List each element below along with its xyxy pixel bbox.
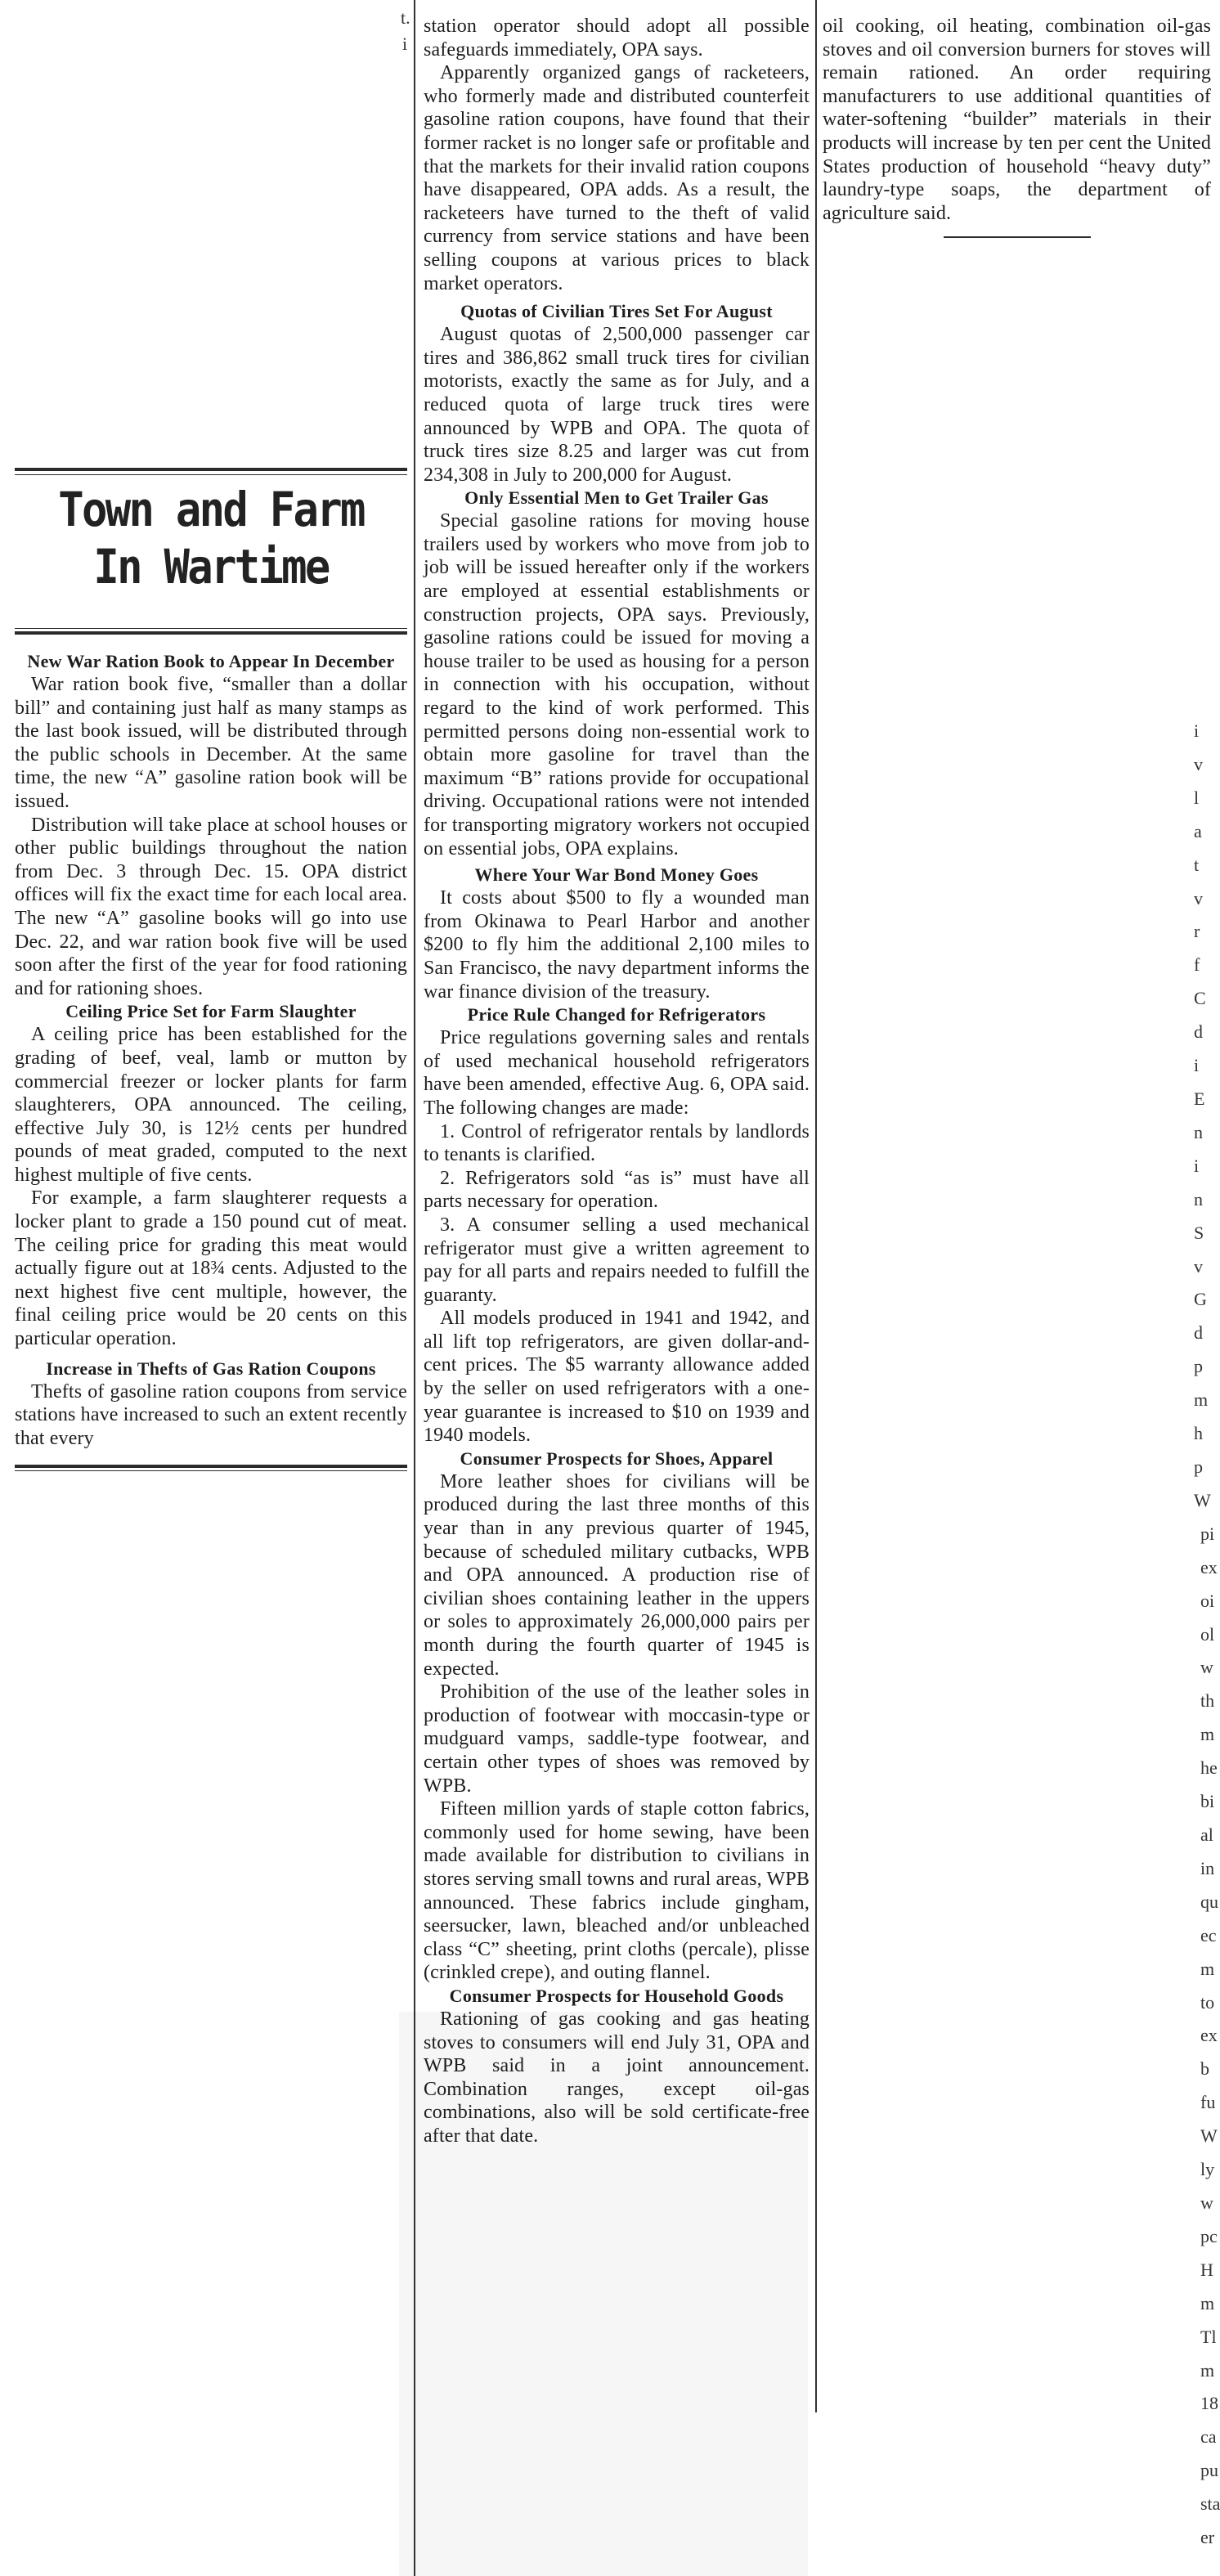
margin-fragment: i [1194,1055,1200,1075]
margin-fragment: ex [1200,1557,1218,1577]
margin-fragment: p [1194,1356,1203,1376]
margin-fragment: m [1200,1724,1215,1744]
margin-fragment: W [1194,1490,1211,1510]
margin-fragment: sta [1200,2493,1220,2514]
margin-fragment: al [1200,1824,1213,1845]
margin-fragment: er [1200,2527,1215,2547]
margin-fragment: t [1194,855,1200,875]
margin-fragment: n [1194,1189,1203,1209]
article-paragraph: 3. A consumer selling a used mechanical refrigerator must give a written agreement to pay for all parts and repairs needed to fulfill the guaranty. [424,1214,810,1306]
margin-fragment: t. [401,7,410,28]
article-paragraph: Apparently organized gangs of racketeers, who formerly made and distributed counterfeit gasoline ration coupons, have found that their former racket is no longer safe or profitable and that the markets for their invalid ration coupons have disappeared, OPA adds. As a result, the racketeers have turned to the theft of valid currency from service stations and have been selling coupons at various prices to black market operators. [424,62,810,294]
article-paragraph: 2. Refrigerators sold “as is” must have all parts necessary for operation. [424,1167,810,1213]
masthead-line-2: In Wartime [93,539,329,595]
article-paragraph: More leather shoes for civilians will be produced during the last three months of this year than in any previous quarter of 1945, because of scheduled military cutbacks, WPB and OPA announced. A production rise of civilian shoes containing leather in the uppers or soles to approximately 26,000,000 pairs per month during the fourth quarter of 1945 is expected. [424,1470,810,1680]
margin-fragment: ol [1200,1624,1215,1645]
column-rule-right [815,0,817,2412]
margin-fragment: ca [1200,2426,1217,2447]
masthead-rule-bottom [15,628,407,629]
margin-fragment: G [1194,1289,1207,1309]
masthead-rule-top [15,468,407,471]
margin-fragment: d [1194,1021,1203,1042]
margin-fragment: to [1200,1992,1215,2013]
margin-fragment: w [1200,2192,1213,2213]
masthead-rule-top-thin [15,474,407,475]
masthead [15,481,407,595]
article-heading: Increase in Thefts of Gas Ration Coupons [46,1358,376,1379]
article-heading: Consumer Prospects for Household Goods [449,1985,784,2006]
article-paragraph: 1. Control of refrigerator rentals by landlords to tenants is clarified. [424,1120,810,1166]
article-paragraph: Prohibition of the use of the leather soles in production of footwear with moccasin-type or mudguard vamps, saddle-type footwear, and certain other types of shoes was removed by WPB. [424,1681,810,1797]
margin-fragment: S [1194,1223,1204,1243]
article-paragraph: Fifteen million yards of staple cotton fabrics, commonly used for home sewing, have been made available for distribution to civilians in stores serving small towns and rural areas, WPB announced. These fabrics include gingham, seersucker, lawn, bleached and/or unbleached class “C” sheeting, print cloths (percale), plisse (crinkled crepe), and outing flannel. [424,1798,810,1984]
margin-fragment: m [1200,2293,1215,2313]
margin-fragment: h [1194,1423,1203,1443]
margin-fragment: ec [1200,1925,1217,1945]
article-heading: Quotas of Civilian Tires Set For August [460,301,773,322]
margin-fragment: pu [1200,2460,1218,2480]
article-heading: Ceiling Price Set for Farm Slaughter [65,1001,357,1022]
article-paragraph: August quotas of 2,500,000 passenger car tires and 386,862 small truck tires for civilian motorists, exactly the same as for July, and a reduced quota of large truck tires were announced by WPB and OPA. The quota of truck tires size 8.25 and larger was cut from 234,308 in July to 200,000 for August. [424,324,810,486]
article-paragraph: Thefts of gasoline ration coupons from service stations have increased to such an extent recently that every [15,1380,407,1449]
article-paragraph: oil cooking, oil heating, combination oil-gas stoves and oil conversion burners for stoves will remain rationed. An order requiring manufacturers to use additional quantities of water-softening “builder” materials in their products will increase by ten per cent the United States production of household “heavy duty” laundry-type soaps, the department of agriculture said. [823,16,1211,224]
margin-fragment: m [1200,2360,1215,2381]
margin-fragment: m [1200,1959,1215,1979]
margin-fragment: n [1194,1122,1203,1142]
margin-fragment: v [1194,1256,1203,1277]
margin-fragment: bi [1200,1791,1215,1811]
column-3-text [823,15,1211,238]
margin-fragment: b [1200,2058,1209,2079]
margin-fragment: f [1194,954,1200,975]
margin-fragment: pi [1200,1524,1215,1544]
article-paragraph: Distribution will take place at school houses or other public buildings throughout the nation from Dec. 3 through Dec. 15. OPA district offices will fix the exact time for each local area. The new “A” gasoline books will go into use Dec. 22, and war ration book five will be used soon after the first of the year for food rationing and for rationing shoes. [15,814,407,999]
masthead-line-1: Town and Farm [58,482,364,537]
article-heading: Consumer Prospects for Shoes, Apparel [460,1447,774,1469]
margin-fragment: a [1194,821,1202,841]
margin-fragment: he [1200,1757,1218,1778]
margin-fragment: v [1194,754,1203,774]
column-2-text [424,15,810,2147]
article-heading: Where Your War Bond Money Goes [474,864,759,886]
margin-fragment: l [1194,788,1200,808]
margin-fragment: v [1194,888,1203,909]
article-paragraph: All models produced in 1941 and 1942, and all lift top refrigerators, are given dollar-and-cent prices. The $5 warranty allowance added by the seller on used refrigerators with a one-year guarantee is increased to $10 on 1939 and 1940 models. [424,1308,810,1447]
margin-fragment: th [1200,1690,1215,1711]
column-1-end-rule-thin [15,1470,407,1471]
margin-fragment: ly [1200,2159,1215,2179]
article-heading: Only Essential Men to Get Trailer Gas [464,487,769,509]
margin-fragment: Tl [1200,2327,1217,2347]
margin-fragment: C [1194,988,1206,1008]
article-paragraph: It costs about $500 to fly a wounded man from Okinawa to Pearl Harbor and another $200 to fly him the additional 2,100 miles to San Francisco, the navy department informs the war finance division of the treasury. [424,887,810,1003]
margin-fragment: p [1194,1456,1203,1477]
article-paragraph: station operator should adopt all possible safeguards immediately, OPA says. [424,16,810,61]
column-1-text [15,650,407,1471]
article-paragraph: Rationing of gas cooking and gas heating stoves to consumers will end July 31, OPA and WPB said in a joint announcement. Combination ranges, except oil-gas combinations, also will be sold certificate-free after that date. [424,2008,810,2147]
article-paragraph: War ration book five, “smaller than a dollar bill” and containing just half as many stamps as the last book issued, will be distributed through the public schools in December. At the same time, the new “A” gasoline ration book will be issued. [15,674,407,812]
margin-fragment: i [402,34,408,54]
margin-fragment: 18 [1200,2393,1218,2413]
margin-fragment: r [1194,921,1200,941]
margin-fragment: i [1194,1156,1200,1176]
masthead-rule-bottom-thick [15,631,407,635]
article-paragraph: Price regulations governing sales and rentals of used mechanical household refrigerators have been amended, effective Aug. 6, OPA said. The following changes are made: [424,1027,810,1119]
margin-fragment: d [1194,1322,1203,1343]
margin-fragment: qu [1200,1892,1218,1912]
article-paragraph: Special gasoline rations for moving house trailers used by workers who move from job to job will be issued hereafter only if the workers are employed at essential establishments or construction projects, OPA says. Previously, gasoline rations could be issued for moving a house trailer to be used as housing for a person in connection with his occupation, without regard to the kind of work performed. This permitted persons doing non-essential work to obtain more gasoline for travel than the maximum “B” rations provide for occupational driving. Occupational rations were not intended for transporting migratory workers not occupied on essential jobs, OPA explains. [424,510,810,859]
margin-fragment: ex [1200,2025,1218,2045]
margin-fragment: fu [1200,2092,1216,2112]
article-heading: Price Rule Changed for Refrigerators [467,1004,766,1025]
article-paragraph: A ceiling price has been established for the grading of beef, veal, lamb or mutton by commercial freezer or locker plants for farm slaughterers, OPA announced. The ceiling, effective July 30, is 12½ cents per hundred pounds of meat graded, computed to the next highest multiple of five cents. [15,1024,407,1186]
margin-fragment: W [1200,2125,1218,2146]
column-3-end-rule [944,236,1091,238]
margin-fragment: w [1200,1657,1213,1677]
margin-fragment: m [1194,1389,1209,1410]
margin-fragment: pc [1200,2226,1218,2246]
margin-fragment: oi [1200,1591,1215,1611]
margin-fragment: in [1200,1858,1215,1878]
article-paragraph: For example, a farm slaughterer requests a locker plant to grade a 150 pound cut of meat. The ceiling price for grading this meat would actually figure out at 18¾ cents. Adjusted to the next highest five cent multiple, however, the final ceiling price would be 20 cents on this particular operation. [15,1187,407,1350]
margin-fragment: E [1194,1088,1205,1109]
article-heading: New War Ration Book to Appear In December [27,651,395,671]
margin-fragment: i [1194,720,1200,741]
column-1-end-rule [15,1465,407,1468]
margin-fragment: H [1200,2260,1213,2280]
